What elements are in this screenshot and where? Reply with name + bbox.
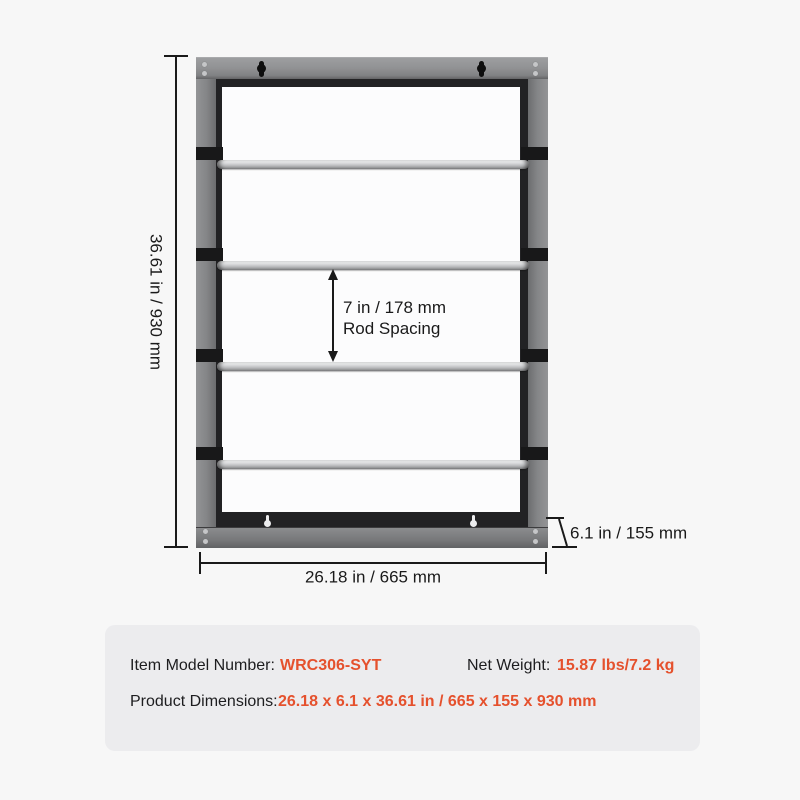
model-number-label: Item Model Number: [130, 657, 275, 674]
rack-top-bar [196, 57, 548, 80]
keyhole-slot-icon [259, 61, 264, 77]
width-dimension-tick-right [545, 552, 547, 574]
screw-hole-icon [202, 62, 207, 67]
rod-mount-band [196, 248, 223, 261]
screw-hole-icon [203, 529, 208, 534]
width-dimension-line [200, 562, 546, 564]
keyhole-slot-icon [479, 61, 484, 77]
net-weight-value: 15.87 lbs/7.2 kg [557, 657, 675, 674]
rack-bottom-bar [196, 527, 548, 548]
height-dimension-label: 36.61 in / 930 mm [146, 233, 166, 371]
rod-mount-band [196, 447, 223, 460]
hanging-rod-4 [217, 460, 529, 469]
hanging-rod-1 [217, 160, 529, 169]
hanging-rod-3 [217, 362, 529, 371]
rod-spacing-caption: Rod Spacing [343, 319, 441, 338]
height-dimension-tick-bottom [164, 546, 188, 548]
rod-mount-band [521, 349, 548, 362]
arrow-up-icon [328, 269, 338, 280]
keyhole-slot-icon [470, 515, 477, 527]
screw-hole-icon [533, 62, 538, 67]
rod-spacing-arrow-line [332, 280, 334, 351]
rod-mount-band [196, 349, 223, 362]
height-dimension-line [175, 56, 177, 548]
product-dimensions-value: 26.18 x 6.1 x 36.61 in / 665 x 155 x 930 mm [278, 693, 597, 710]
product-dimensions-label: Product Dimensions: [130, 693, 278, 710]
screw-hole-icon [203, 539, 208, 544]
width-dimension-label: 26.18 in / 665 mm [304, 567, 442, 587]
product-info-panel [105, 625, 700, 751]
screw-hole-icon [533, 529, 538, 534]
screw-hole-icon [202, 71, 207, 76]
rod-mount-band [521, 248, 548, 261]
rod-mount-band [196, 147, 223, 160]
model-number-value: WRC306-SYT [280, 657, 382, 674]
arrow-down-icon [328, 351, 338, 362]
screw-hole-icon [533, 71, 538, 76]
rod-mount-band [521, 147, 548, 160]
keyhole-slot-icon [264, 515, 271, 527]
screw-hole-icon [533, 539, 538, 544]
depth-dimension-label: 6.1 in / 155 mm [570, 523, 688, 543]
net-weight-label: Net Weight: [467, 657, 551, 674]
width-dimension-tick-left [199, 552, 201, 574]
rod-spacing-label [343, 297, 446, 339]
rod-spacing-value: 7 in / 178 mm [343, 298, 446, 317]
hanging-rod-2 [217, 261, 529, 270]
rod-mount-band [521, 447, 548, 460]
height-dimension-tick-top [164, 55, 188, 57]
